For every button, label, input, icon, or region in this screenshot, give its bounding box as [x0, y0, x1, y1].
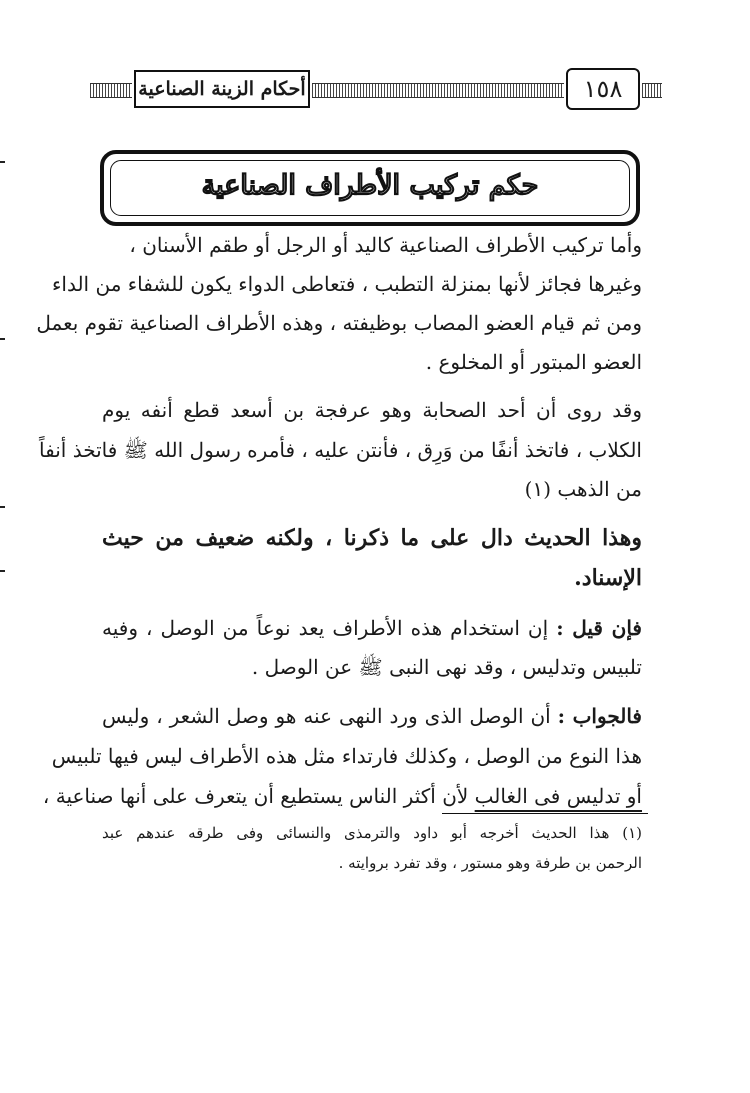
footnote-line: الرحمن بن طرفة وهو مستور ، وقد تفرد بروايته . — [338, 854, 642, 872]
running-title: أحكام الزينة الصناعية — [134, 70, 310, 108]
body-line-tail: لأن أكثر الناس يستطيع أن يتعرف على أنها صناعية ، — [42, 784, 469, 808]
emphasis-line: وهذا الحديث دال على ما ذكرنا ، ولكنه ضعيف من حيث — [102, 525, 642, 551]
if-said-lead: فإن قيل : — [556, 616, 642, 640]
header-hatch-left — [90, 83, 132, 98]
objection-text: إن استخدام هذه الأطراف يعد نوعاً من الوصل ، وفيه — [102, 616, 549, 640]
body-line: من الذهب (١) — [524, 477, 642, 501]
section-title: حكم تركيب الأطراف الصناعية — [201, 170, 539, 201]
margin-mark — [0, 570, 5, 572]
body-line: العضو المبتور أو المخلوع . — [425, 350, 642, 374]
section-heading-frame — [100, 150, 640, 226]
body-line: وأما تركيب الأطراف الصناعية كاليد أو الرجل أو طقم الأسنان ، — [129, 233, 642, 257]
body-line: ومن ثم قيام العضو المصاب بوظيفته ، وهذه الأطراف الصناعية تقوم بعمل — [36, 311, 642, 335]
footnote-line: (١) هذا الحديث أخرجه أبو داود والترمذى والنسائى وفى طرقه عندهم عبد — [102, 824, 642, 842]
footnote-separator — [442, 813, 648, 814]
body-line — [102, 614, 642, 642]
page-number: ١٥٨ — [566, 68, 640, 110]
header-hatch-middle — [312, 83, 564, 98]
margin-mark — [0, 506, 5, 508]
answer-lead: فالجواب : — [557, 704, 642, 728]
answer-text: أن الوصل الذى ورد النهى عنه هو وصل الشعر ، وليس — [102, 704, 551, 728]
page-header — [90, 68, 662, 112]
margin-mark — [0, 161, 5, 163]
header-hatch-right — [642, 83, 662, 98]
body-line — [42, 782, 642, 810]
emphasis-line: الإسناد. — [574, 565, 642, 591]
body-line: وقد روى أن أحد الصحابة وهو عرفجة بن أسعد قطع أنفه يوم — [102, 398, 642, 422]
body-line: وغيرها فجائز لأنها بمنزلة التطبب ، فتعاطى الدواء يكون للشفاء من الداء — [52, 272, 642, 296]
body-line: هذا النوع من الوصل ، وكذلك فارتداء مثل هذه الأطراف ليس فيها تلبيس — [51, 744, 642, 768]
body-line: تلبيس وتدليس ، وقد نهى النبى ﷺ عن الوصل . — [251, 655, 642, 679]
body-line — [102, 702, 642, 730]
body-line: الكلاب ، فاتخذ أنفًا من وَرِق ، فأنتن عليه ، فأمره رسول الله ﷺ فاتخذ أنفاً — [39, 438, 642, 462]
underlined-phrase: أو تدليس فى الغالب — [474, 784, 642, 808]
margin-mark — [0, 338, 5, 340]
